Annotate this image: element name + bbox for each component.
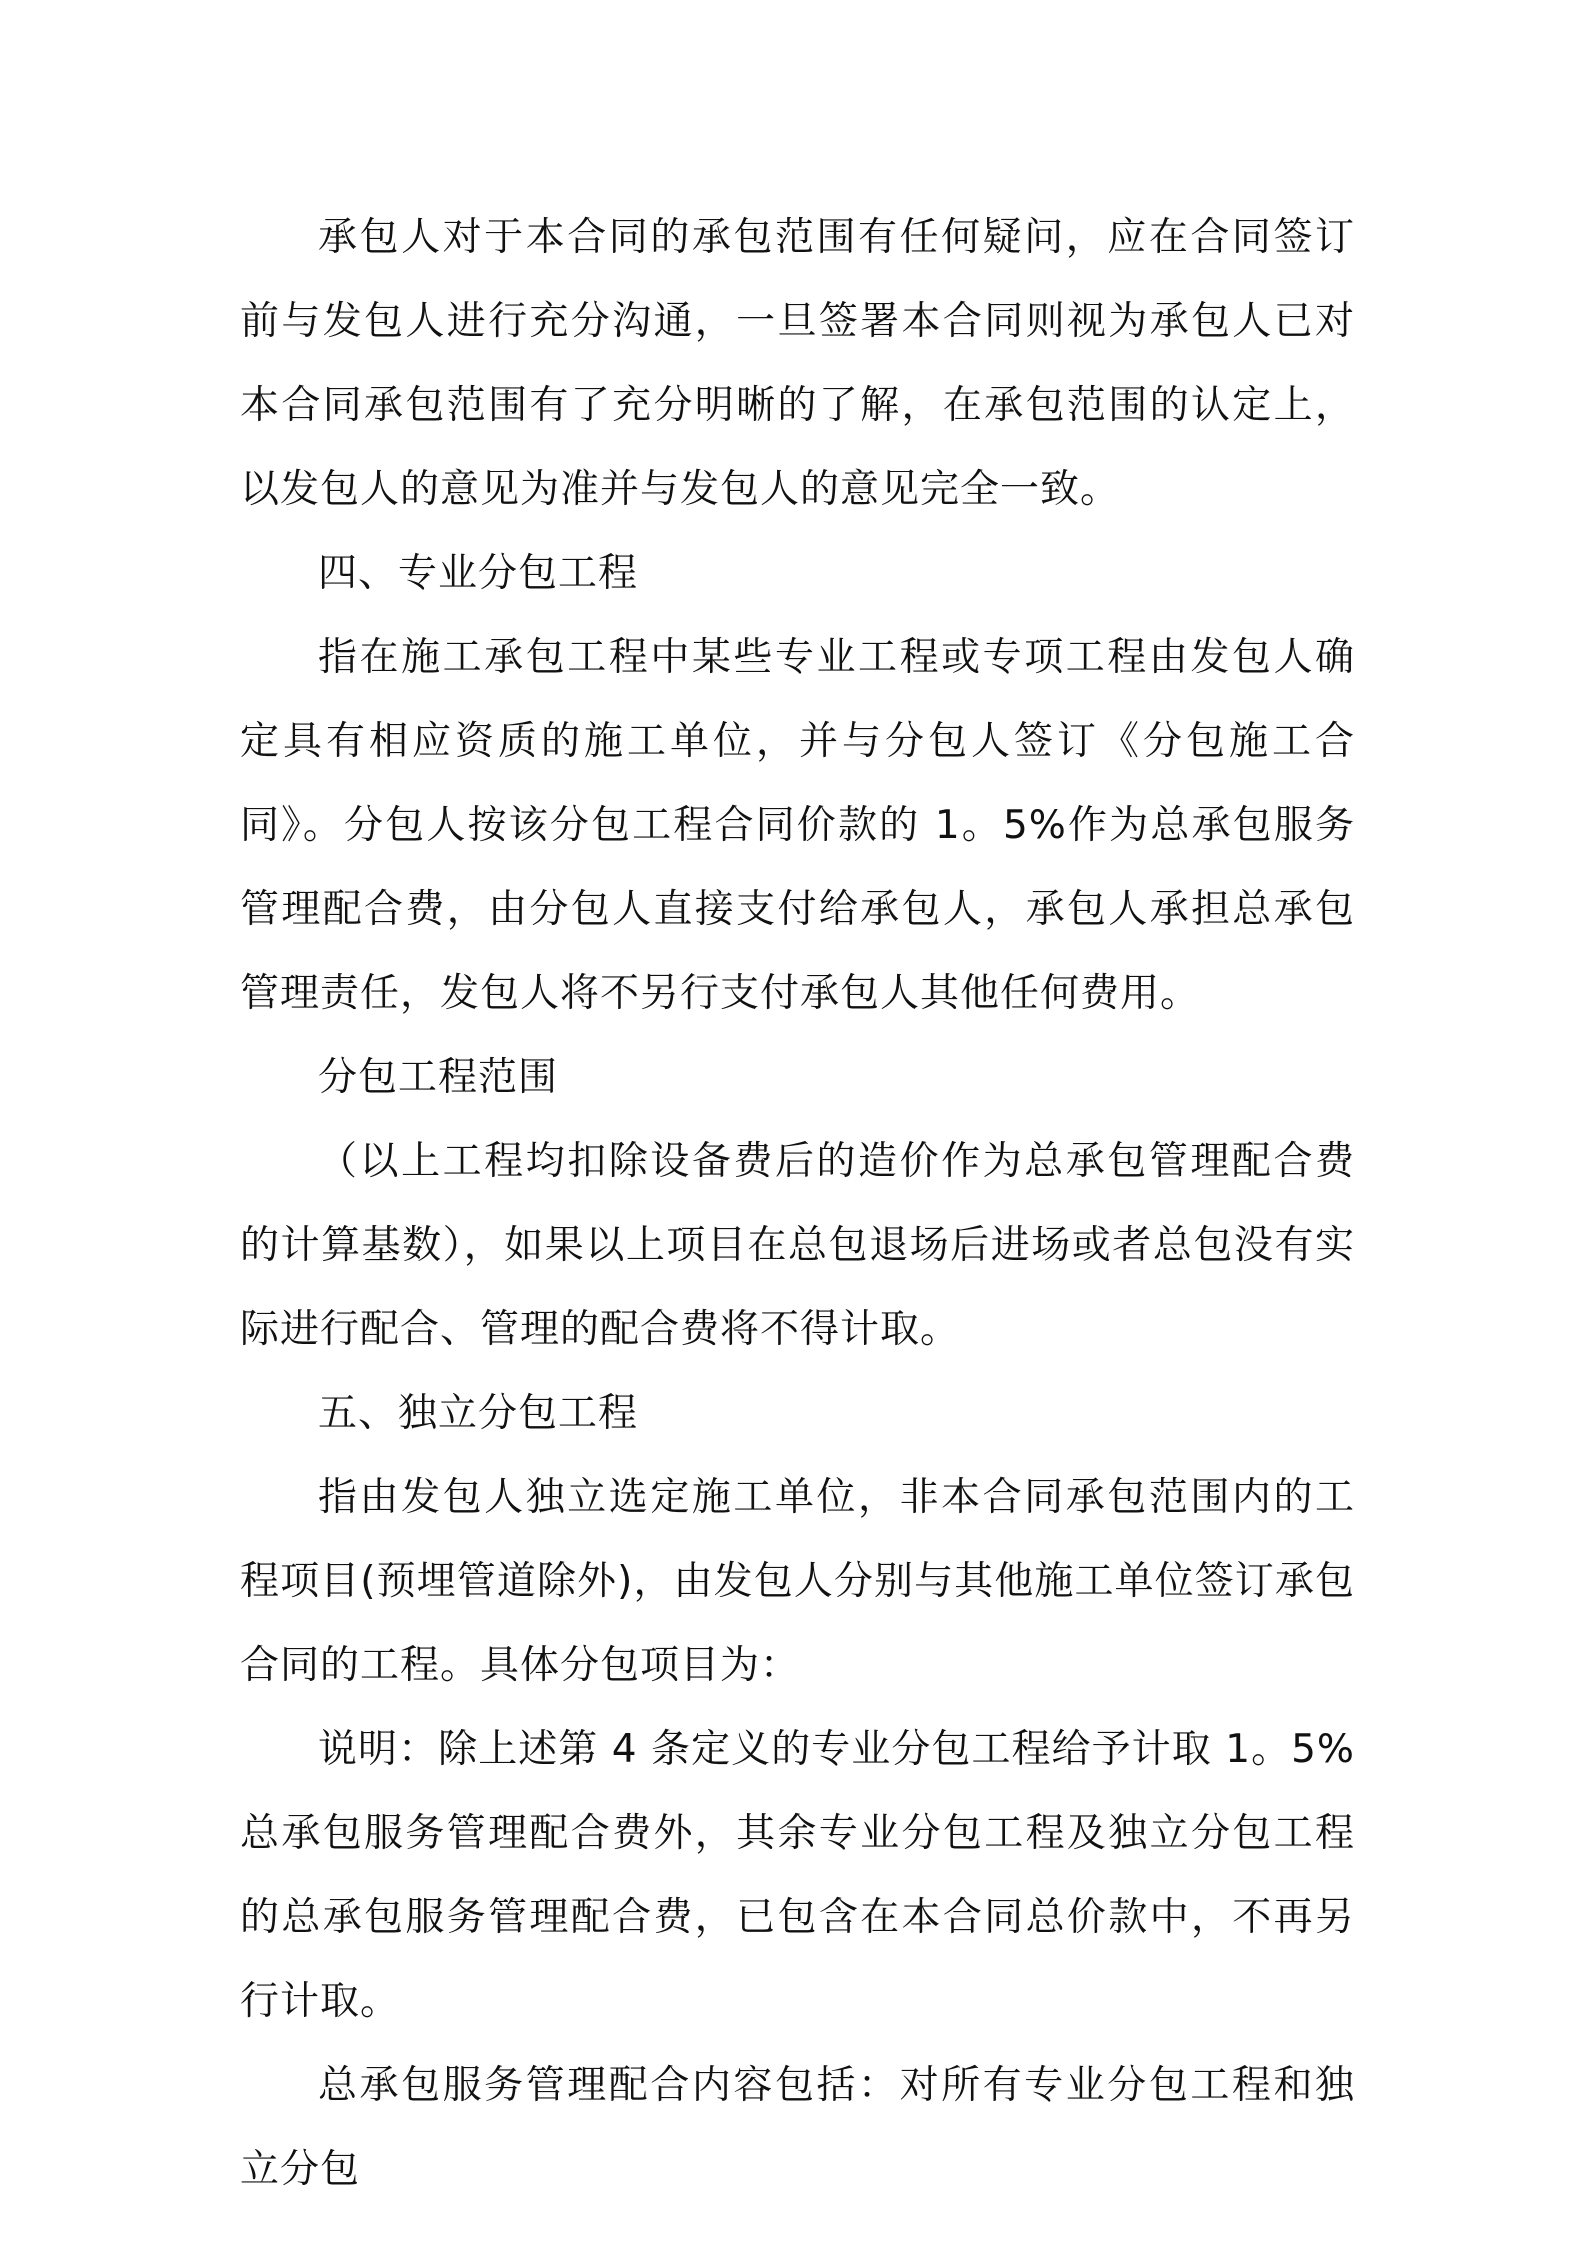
paragraph-specialized-subcontract-definition: 指在施工承包工程中某些专业工程或专项工程由发包人确定具有相应资质的施工单位，并与分包人签订《分包施工合同》。分包人按该分包工程合同价款的 1。5%作为总承包服务管理配合费，由分包人直接支付给承包人，承包人承担总承包管理责任，发包人将不另行支付承包人其他任何费用。 — [240, 635, 1355, 1016]
paragraph-independent-subcontract-definition: 指由发包人独立选定施工单位，非本合同承包范围内的工程项目(预埋管道除外)，由发包人分别与其他施工单位签订承包合同的工程。具体分包项目为： — [240, 1475, 1355, 1688]
paragraph-management-content: 总承包服务管理配合内容包括：对所有专业分包工程和独立分包 — [240, 2063, 1355, 2192]
paragraph-fee-calculation-basis: （以上工程均扣除设备费后的造价作为总承包管理配合费的计算基数），如果以上项目在总包退场后进场或者总包没有实际进行配合、管理的配合费将不得计取。 — [240, 1139, 1355, 1352]
document-body — [240, 196, 1355, 2212]
paragraph-scope-clarification: 承包人对于本合同的承包范围有任何疑问，应在合同签订前与发包人进行充分沟通，一旦签署本合同则视为承包人已对本合同承包范围有了充分明晰的了解，在承包范围的认定上，以发包人的意见为准并与发包人的意见完全一致。 — [240, 215, 1355, 512]
paragraph-fee-note: 说明：除上述第 4 条定义的专业分包工程给予计取 1。5%总承包服务管理配合费外，其余专业分包工程及独立分包工程的总承包服务管理配合费，已包含在本合同总价款中，不再另行计取。 — [240, 1727, 1355, 2024]
section-heading-specialized-subcontract: 四、专业分包工程 — [318, 551, 639, 596]
section-heading-independent-subcontract: 五、独立分包工程 — [318, 1391, 639, 1436]
subheading-subcontract-scope: 分包工程范围 — [318, 1055, 559, 1100]
